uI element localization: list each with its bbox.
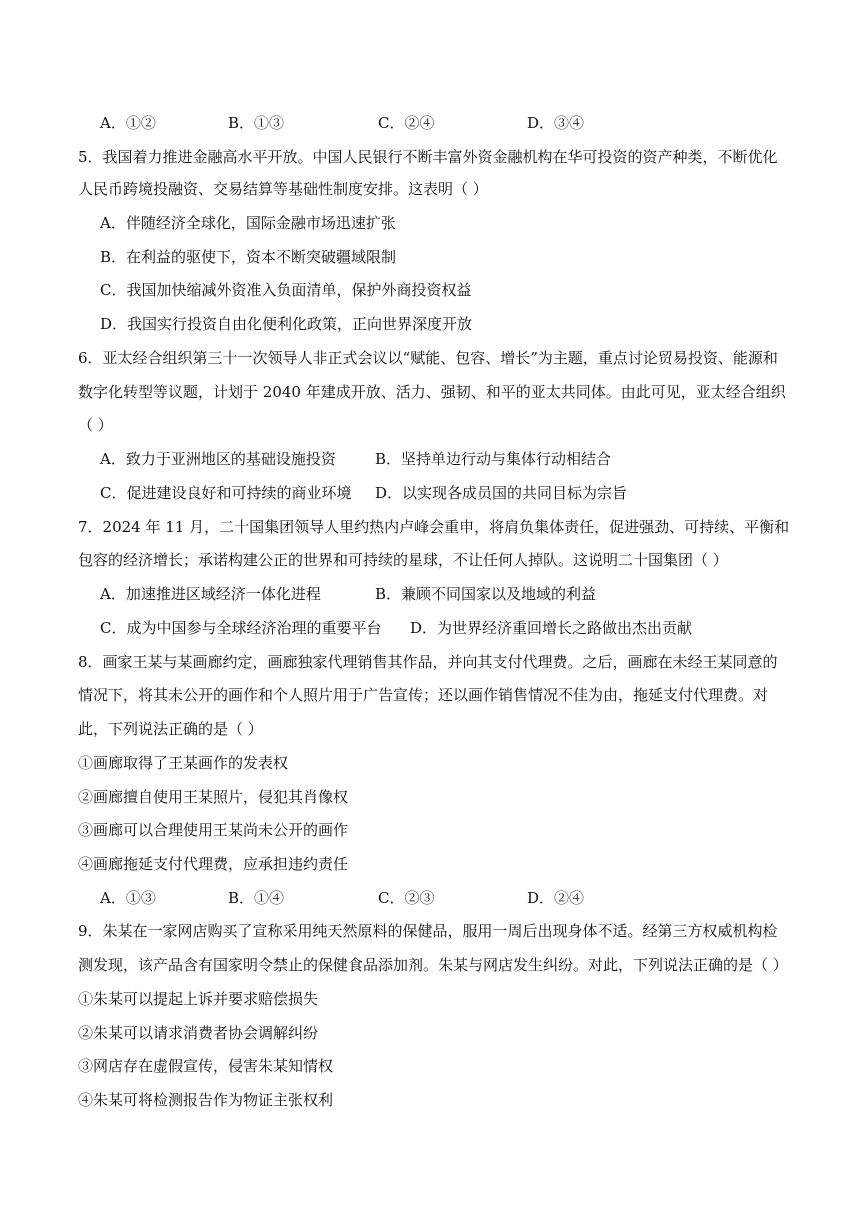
q6-stem-line-3: （ ） — [78, 416, 113, 434]
q7-stem-line-2: 包容的经济增长；承诺构建公正的世界和可持续的星球，不让任何人掉队。这说明二十国集团（ ） — [78, 551, 728, 569]
q9-statement-4: ④朱某可将检测报告作为物证主张权利 — [78, 1091, 334, 1109]
q4-option-a: A．①② — [100, 114, 156, 132]
q8-option-b: B．①④ — [228, 889, 285, 907]
q8-statement-4: ④画廊拖延支付代理费，应承担违约责任 — [78, 855, 349, 873]
q4-option-d: D．③④ — [527, 114, 585, 132]
q5-option-c: C．我国加快缩减外资准入负面清单，保护外商投资权益 — [100, 281, 472, 299]
q6-stem-line-2: 数字化转型等议题，计划于 2040 年建成开放、活力、强韧、和平的亚太共同体。由此可见，亚太经合组织 — [78, 383, 786, 401]
q7-option-b: B．兼顾不同国家以及地域的利益 — [375, 585, 597, 603]
q9-statement-2: ②朱某可以请求消费者协会调解纠纷 — [78, 1024, 319, 1042]
q6-stem-line-1: 6．亚太经合组织第三十一次领导人非正式会议以“赋能、包容、增长”为主题，重点讨论贸易投资、能源和 — [78, 349, 778, 367]
q8-statement-1: ①画廊取得了王某画作的发表权 — [78, 754, 289, 772]
q5-stem-line-2: 人民币跨境投融资、交易结算等基础性制度安排。这表明（ ） — [78, 180, 488, 198]
q7-option-a: A．加速推进区域经济一体化进程 — [100, 585, 321, 603]
q6-option-d: D．以实现各成员国的共同目标为宗旨 — [375, 484, 628, 502]
q7-stem-line-1: 7．2024 年 11 月，二十国集团领导人里约热内卢峰会重申，将肩负集体责任，促进强劲、可持续、平衡和 — [78, 518, 790, 536]
q4-options-row — [100, 113, 812, 133]
q8-statement-2: ②画廊擅自使用王某照片，侵犯其肖像权 — [78, 788, 349, 806]
q8-stem-line-3: 此，下列说法正确的是（ ） — [78, 720, 263, 738]
q6-option-b: B．坚持单边行动与集体行动相结合 — [375, 450, 612, 468]
q7-option-c: C．成为中国参与全球经济治理的重要平台 — [100, 619, 382, 637]
q8-stem-line-2: 情况下，将其未公开的画作和个人照片用于广告宣传；还以画作销售情况不佳为由，拖延支付代理费。对 — [78, 686, 769, 704]
q9-statement-3: ③网店存在虚假宣传，侵害朱某知情权 — [78, 1057, 334, 1075]
q4-option-c: C．②④ — [378, 114, 435, 132]
q6-option-a: A．致力于亚洲地区的基础设施投资 — [100, 450, 336, 468]
q4-option-b: B．①③ — [228, 114, 285, 132]
q9-statement-1: ①朱某可以提起上诉并要求赔偿损失 — [78, 990, 319, 1008]
q7-option-d: D．为世界经济重回增长之路做出杰出贡献 — [410, 619, 693, 637]
q6-options-row-1 — [100, 449, 812, 469]
q5-option-a: A．伴随经济全球化，国际金融市场迅速扩张 — [100, 214, 396, 232]
q8-stem-line-1: 8．画家王某与某画廊约定，画廊独家代理销售其作品，并向其支付代理费。之后，画廊在未经王某同意的 — [78, 653, 778, 671]
q7-options-row-1 — [100, 584, 812, 604]
q8-options-row — [100, 888, 812, 908]
q8-option-c: C．②③ — [378, 889, 435, 907]
q5-option-b: B．在利益的驱使下，资本不断突破疆域限制 — [100, 248, 397, 266]
q5-option-d: D．我国实行投资自由化便利化政策，正向世界深度开放 — [100, 315, 473, 333]
q6-options-row-2 — [100, 483, 812, 503]
q8-statement-3: ③画廊可以合理使用王某尚未公开的画作 — [78, 821, 349, 839]
q5-stem-line-1: 5．我国着力推进金融高水平开放。中国人民银行不断丰富外资金融机构在华可投资的资产种类，不断优化 — [78, 148, 778, 166]
q9-stem-line-1: 9．朱某在一家网店购买了宣称采用纯天然原料的保健品，服用一周后出现身体不适。经第三方权威机构检 — [78, 922, 778, 940]
q8-option-a: A．①③ — [100, 889, 156, 907]
q8-option-d: D．②④ — [527, 889, 585, 907]
q7-options-row-2 — [100, 618, 812, 638]
q9-stem-line-2: 测发现，该产品含有国家明令禁止的保健食品添加剂。朱某与网店发生纠纷。对此，下列说法正确的是（ ） — [78, 956, 788, 974]
q6-option-c: C．促进建设良好和可持续的商业环境 — [100, 484, 352, 502]
